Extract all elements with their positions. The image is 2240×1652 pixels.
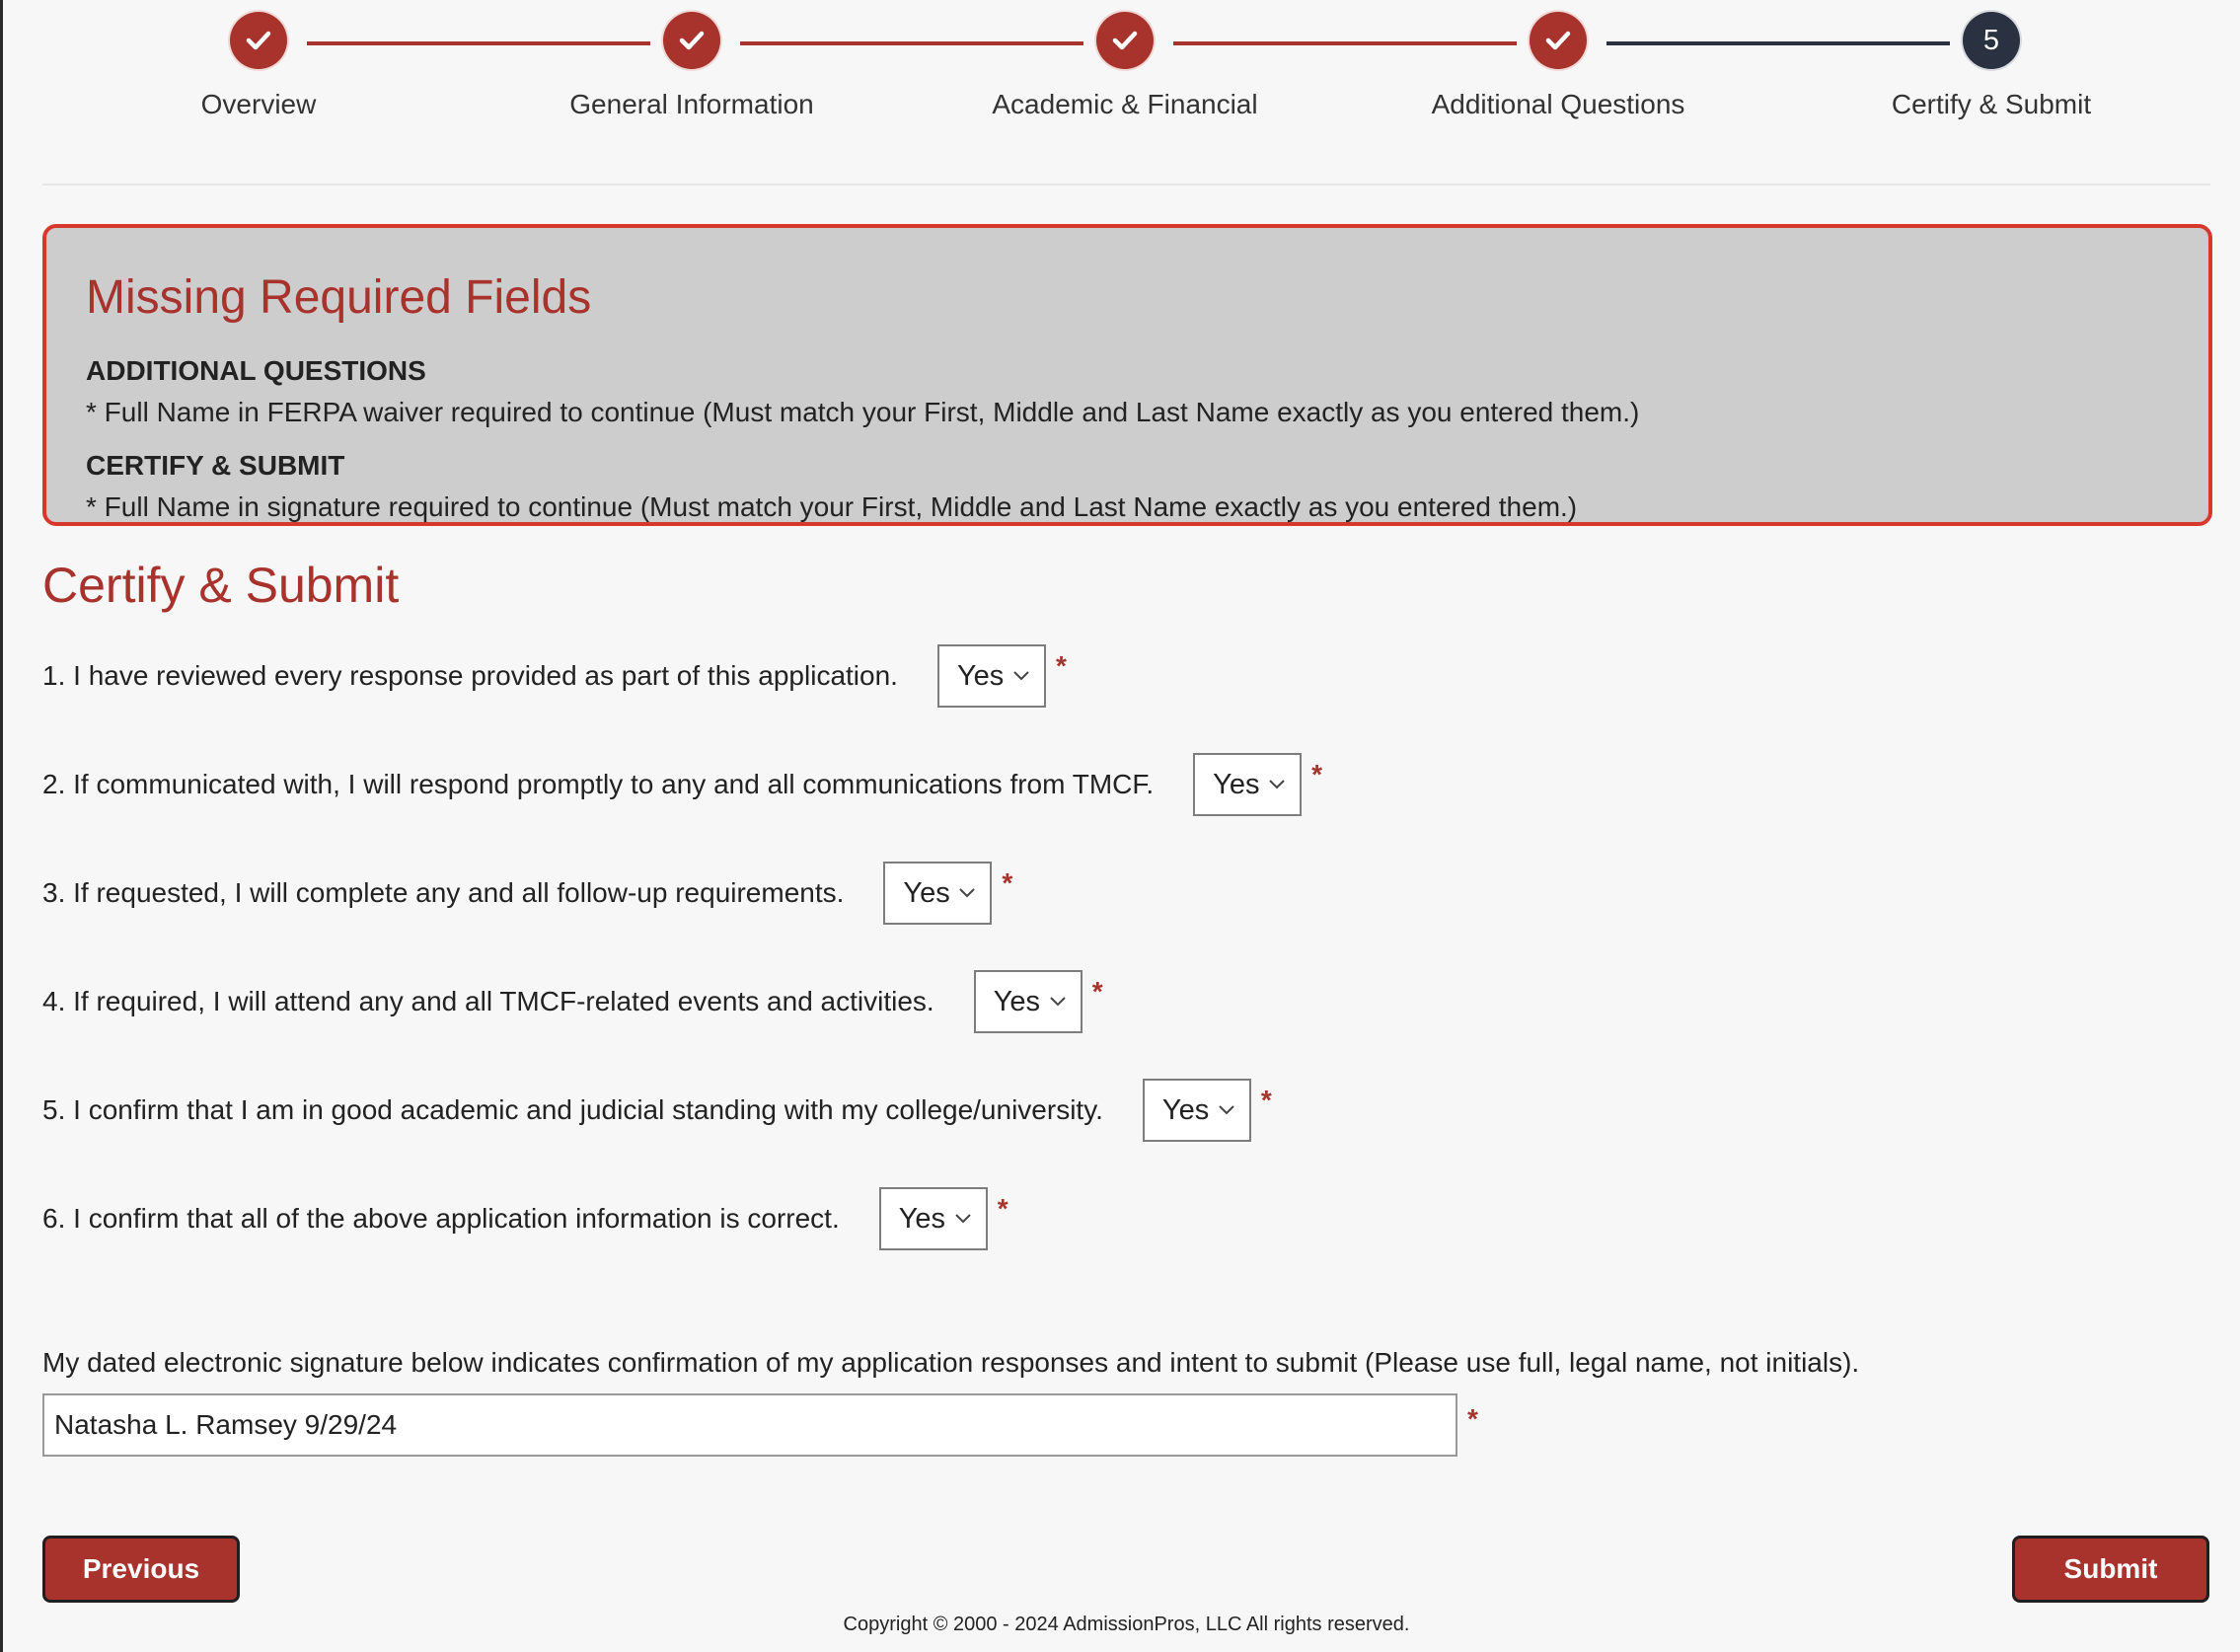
answer-select[interactable] — [883, 862, 992, 925]
step-certify-submit[interactable] — [1784, 12, 2199, 120]
chevron-down-icon — [1268, 775, 1286, 792]
required-asterisk: * — [1311, 759, 1323, 789]
page-left-border — [0, 0, 3, 1652]
alert-section-heading: ADDITIONAL QUESTIONS — [86, 355, 426, 386]
chevron-down-icon — [954, 1209, 972, 1227]
question-row — [42, 753, 1322, 816]
select-value: Yes — [993, 985, 1041, 1017]
answer-select[interactable] — [937, 644, 1046, 708]
alert-message: * Full Name in signature required to continue (Must match your First, Middle and Last Name exactly as you entered them.) — [86, 491, 1578, 522]
step-complete-check-icon — [1096, 12, 1154, 69]
step-label: Additional Questions — [1431, 89, 1685, 119]
step-label: Academic & Financial — [992, 89, 1258, 119]
question-text: 5. I confirm that I am in good academic and judicial standing with my college/university. — [42, 1094, 1103, 1125]
previous-button[interactable]: Previous — [42, 1536, 240, 1603]
alert-message: * Full Name in FERPA waiver required to continue (Must match your First, Middle and Last Name exactly as you entered them.) — [86, 397, 1640, 427]
question-row — [42, 862, 1012, 925]
chevron-down-icon — [958, 883, 976, 901]
select-value: Yes — [903, 876, 950, 909]
required-asterisk: * — [997, 1193, 1008, 1224]
question-text: 3. If requested, I will complete any and all follow-up requirements. — [42, 877, 845, 908]
copyright-footer: Copyright © 2000 - 2024 AdmissionPros, LLC All rights reserved. — [843, 1614, 1410, 1635]
signature-row — [42, 1393, 1478, 1457]
select-value: Yes — [1161, 1093, 1210, 1126]
step-complete-check-icon — [663, 12, 720, 69]
step-general-information[interactable] — [485, 12, 899, 120]
step-label: Certify & Submit — [1891, 89, 2092, 119]
required-asterisk: * — [1055, 650, 1067, 681]
step-complete-check-icon — [230, 12, 287, 69]
step-overview[interactable] — [51, 12, 466, 120]
question-row — [42, 970, 1103, 1033]
question-text: 4. If required, I will attend any and all TMCF-related events and activities. — [42, 986, 934, 1016]
question-row — [42, 644, 1067, 708]
submit-button[interactable]: Submit — [2012, 1536, 2209, 1603]
step-additional-questions[interactable] — [1351, 12, 1765, 120]
answer-select[interactable] — [879, 1187, 988, 1250]
signature-label: My dated electronic signature below indicates confirmation of my application responses and intent to submit (Please use full, legal name, not initials). — [42, 1347, 1860, 1378]
question-row — [42, 1187, 1008, 1250]
select-value: Yes — [898, 1202, 946, 1235]
question-text: 2. If communicated with, I will respond promptly to any and all communications from TMCF. — [42, 769, 1155, 799]
answer-select[interactable] — [974, 970, 1083, 1033]
chevron-down-icon — [1218, 1100, 1235, 1118]
required-asterisk: * — [1260, 1085, 1272, 1115]
alert-section-heading: CERTIFY & SUBMIT — [86, 450, 345, 481]
step-complete-check-icon — [1530, 12, 1587, 69]
step-label: General Information — [569, 89, 814, 119]
question-text: 6. I confirm that all of the above application information is correct. — [42, 1203, 840, 1234]
step-label: Overview — [200, 89, 317, 119]
signature-input[interactable] — [42, 1393, 1457, 1457]
step-academic-financial[interactable] — [918, 12, 1332, 120]
answer-select[interactable] — [1193, 753, 1302, 816]
chevron-down-icon — [1012, 666, 1030, 684]
answer-select[interactable] — [1143, 1079, 1251, 1142]
chevron-down-icon — [1049, 992, 1067, 1010]
select-value: Yes — [1213, 768, 1260, 800]
step-number-badge: 5 — [1963, 12, 2020, 69]
required-asterisk: * — [1002, 867, 1013, 898]
question-row — [42, 1079, 1272, 1142]
required-asterisk: * — [1091, 976, 1103, 1007]
progress-stepper — [42, 0, 2210, 186]
select-value: Yes — [956, 659, 1005, 692]
missing-fields-alert — [42, 224, 2212, 526]
question-text: 1. I have reviewed every response provided as part of this application. — [42, 660, 898, 691]
required-asterisk: * — [1467, 1403, 1478, 1434]
page-title: Certify & Submit — [42, 558, 400, 613]
alert-title: Missing Required Fields — [86, 271, 592, 324]
